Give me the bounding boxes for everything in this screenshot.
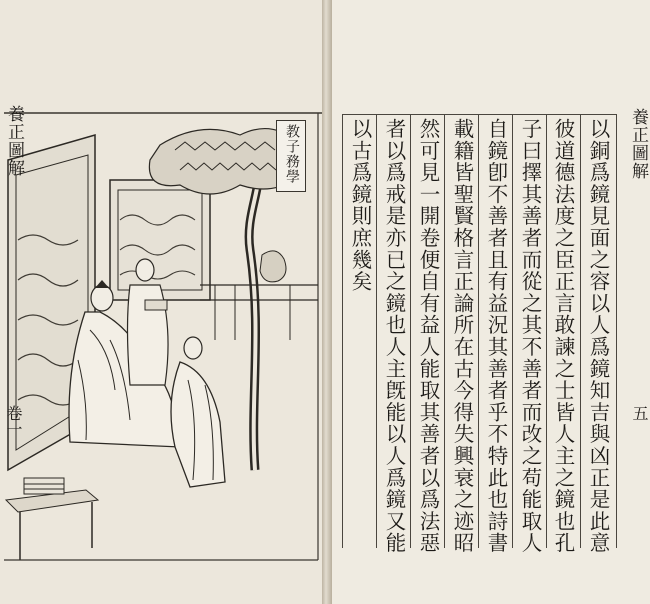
illustration-caption: 教子務學 <box>284 124 300 184</box>
book-spine <box>322 0 332 604</box>
text-column-6: 然可見一開卷便自有益人能取其善者以爲法惡 <box>416 118 440 554</box>
right-page-number: 五 <box>630 405 649 421</box>
text-column-2: 彼道德法度之臣正言敢諫之士皆人主之鏡也孔 <box>551 118 575 554</box>
text-column-4: 自鏡卽不善者且有益況其善者乎不特此也詩書 <box>484 118 508 554</box>
text-column-1: 以銅爲鏡見面之容以人爲鏡知吉與凶正是此意 <box>586 118 610 554</box>
left-margin-title: 養正圖解 <box>4 105 24 177</box>
left-page <box>0 0 322 604</box>
text-column-7: 者以爲戒是亦已之鏡也人主旣能以人爲鏡又能 <box>382 118 406 554</box>
text-column-8: 以古爲鏡則庶幾矣 <box>348 118 372 293</box>
text-column-5: 載籍皆聖賢格言正論所在古今得失興衰之迹昭 <box>450 118 474 554</box>
left-page-number: 卷一 <box>4 405 23 437</box>
right-margin-title: 養正圖解 <box>628 108 648 180</box>
text-column-3: 子曰擇其善者而從之其不善者而改之苟能取人 <box>518 118 542 554</box>
illustration-caption-box <box>276 120 306 192</box>
right-page <box>332 0 650 604</box>
woodblock-illustration <box>0 0 322 604</box>
